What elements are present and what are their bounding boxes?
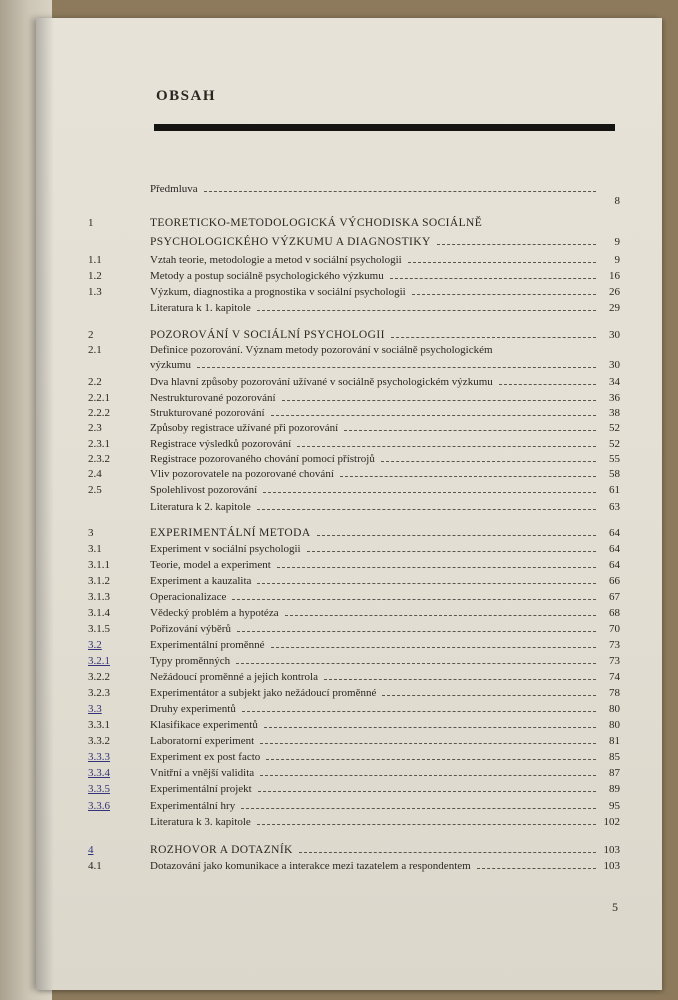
toc-entry-title: Nestrukturované pozorování (150, 392, 276, 404)
toc-entry-title: Metody a postup sociálně psychologického výzkumu (150, 270, 384, 282)
toc-entry-number: 2.3.1 (88, 438, 110, 450)
toc-entry-title: PSYCHOLOGICKÉHO VÝZKUMU A DIAGNOSTIKY (150, 236, 431, 248)
toc-entry-title: Experiment ex post facto (150, 751, 261, 763)
toc-entry-page: 95 (609, 800, 620, 812)
toc-entry-number: 3.1.1 (88, 559, 110, 571)
toc-entry (0, 358, 678, 373)
dot-leader (257, 824, 596, 825)
dot-leader (307, 551, 596, 552)
dot-leader (390, 278, 596, 279)
toc-entry (0, 670, 678, 685)
toc-entry (0, 301, 678, 316)
toc-entry-number: 3.2.1 (88, 655, 110, 667)
toc-entry-number: 2.2 (88, 376, 102, 388)
dot-leader (257, 583, 596, 584)
toc-entry (0, 718, 678, 733)
toc-entry-title: Experimentální projekt (150, 783, 252, 795)
toc-entry-title: Experimentální hry (150, 800, 236, 812)
dot-leader (297, 446, 596, 447)
dot-leader (260, 743, 596, 744)
page-heading: OBSAH (156, 88, 217, 104)
dot-leader (257, 509, 596, 510)
toc-entry-number: 2.4 (88, 468, 102, 480)
toc-entry-title: Experimentátor a subjekt jako nežádoucí proměnné (150, 687, 377, 699)
toc-entry (0, 799, 678, 814)
toc-entry-title: Klasifikace experimentů (150, 719, 258, 731)
toc-entry-title: Dva hlavní způsoby pozorování užívané v sociálně psychologickém výzkumu (150, 376, 493, 388)
toc-entry-title: Výzkum, diagnostika a prognostika v sociální psychologii (150, 286, 406, 298)
toc-entry (0, 526, 678, 541)
toc-entry-page: 34 (609, 376, 620, 388)
toc-entry-title: Způsoby registrace užívané při pozorování (150, 422, 339, 434)
toc-entry-title: Experiment v sociální psychologii (150, 543, 301, 555)
toc-entry (0, 859, 678, 874)
toc-entry-page: 103 (603, 860, 620, 872)
toc-entry-number: 2.1 (88, 344, 102, 356)
toc-entry (0, 815, 678, 830)
toc-entry-title: Strukturované pozorování (150, 407, 265, 419)
toc-entry (0, 654, 678, 669)
dot-leader (340, 476, 596, 477)
dot-leader (271, 647, 596, 648)
toc-entry-title: Vědecký problém a hypotéza (150, 607, 279, 619)
toc-entry-title: POZOROVÁNÍ V SOCIÁLNÍ PSYCHOLOGII (150, 329, 385, 341)
toc-entry-number: 3.3.6 (88, 800, 110, 812)
toc-entry-title: Typy proměnných (150, 655, 231, 667)
toc-entry-page: 55 (609, 453, 620, 465)
toc-entry-title: Experimentální proměnné (150, 639, 265, 651)
toc-entry-page: 81 (609, 735, 620, 747)
toc-entry (0, 686, 678, 701)
toc-entry-title: Předmluva (150, 183, 198, 195)
toc-entry-number: 1.3 (88, 286, 102, 298)
toc-entry (0, 622, 678, 637)
dot-leader (264, 727, 596, 728)
toc-entry-title: Laboratorní experiment (150, 735, 255, 747)
toc-entry-page: 30 (609, 359, 620, 371)
toc-entry-title: Literatura k 2. kapitole (150, 501, 251, 513)
dot-leader (257, 310, 596, 311)
dot-leader (499, 384, 596, 385)
toc-entry-page: 9 (614, 236, 620, 248)
toc-entry (0, 606, 678, 621)
toc-entry-title: Operacionalizace (150, 591, 227, 603)
toc-entry-number: 4 (88, 844, 94, 856)
toc-entry-title: výzkumu (150, 359, 191, 371)
toc-entry-number: 3.3.4 (88, 767, 110, 779)
toc-entry-number: 1.2 (88, 270, 102, 282)
toc-entry (0, 328, 678, 343)
dot-leader (258, 791, 596, 792)
dot-leader (382, 695, 596, 696)
toc-entry-page: 70 (609, 623, 620, 635)
toc-entry-number: 1.1 (88, 254, 102, 266)
page-number: 5 (612, 900, 618, 914)
dot-leader (241, 808, 596, 809)
toc-entry (0, 235, 678, 250)
toc-entry-page: 103 (603, 844, 620, 856)
toc-entry-number: 3 (88, 527, 94, 539)
toc-entry-number: 1 (88, 217, 94, 229)
dot-leader (277, 567, 596, 568)
dot-leader (204, 191, 596, 192)
toc-entry-title: Registrace výsledků pozorování (150, 438, 292, 450)
toc-entry-page: 16 (609, 270, 620, 282)
dot-leader (237, 631, 596, 632)
toc-entry-page: 64 (609, 559, 620, 571)
toc-entry-title: Pořizování výběrů (150, 623, 231, 635)
dot-leader (271, 415, 596, 416)
toc-entry-number: 2.2.2 (88, 407, 110, 419)
toc-entry-title: Literatura k 3. kapitole (150, 816, 251, 828)
toc-entry-number: 2 (88, 329, 94, 341)
toc-entry (0, 638, 678, 653)
toc-entry-title: Teorie, model a experiment (150, 559, 271, 571)
toc-entry (0, 574, 678, 589)
toc-entry-page: 61 (609, 484, 620, 496)
toc-entry-number: 3.1.4 (88, 607, 110, 619)
toc-entry-number: 3.3.2 (88, 735, 110, 747)
toc-entry-title: Druhy experimentů (150, 703, 236, 715)
toc-entry-title: ROZHOVOR A DOTAZNÍK (150, 844, 293, 856)
toc-entry-page: 8 (614, 195, 620, 207)
toc-entry-page: 74 (609, 671, 620, 683)
toc-entry (0, 782, 678, 797)
toc-entry (0, 750, 678, 765)
dot-leader (317, 535, 596, 536)
dot-leader (236, 663, 596, 664)
toc-entry-page: 80 (609, 703, 620, 715)
toc-entry-page: 85 (609, 751, 620, 763)
toc-entry-number: 2.3.2 (88, 453, 110, 465)
toc-entry-page: 58 (609, 468, 620, 480)
toc-entry (0, 558, 678, 573)
toc-entry-page: 68 (609, 607, 620, 619)
toc-entry (0, 702, 678, 717)
toc-entry (0, 182, 678, 207)
toc-entry-number: 3.1.3 (88, 591, 110, 603)
toc-entry-title: TEORETICKO-METODOLOGICKÁ VÝCHODISKA SOCIÁLNĚ (150, 217, 483, 229)
toc-entry-page: 102 (603, 816, 620, 828)
toc-entry (0, 253, 678, 268)
toc-entry (0, 216, 678, 231)
toc-entry-page: 63 (609, 501, 620, 513)
toc-entry (0, 843, 678, 858)
toc-entry-number: 3.1 (88, 543, 102, 555)
toc-entry-number: 3.3.5 (88, 783, 110, 795)
toc-entry-title: Vliv pozorovatele na pozorované chování (150, 468, 334, 480)
dot-leader (437, 244, 596, 245)
toc-entry (0, 285, 678, 300)
toc-entry-title: Literatura k 1. kapitole (150, 302, 251, 314)
dot-leader (412, 294, 596, 295)
toc-entry-number: 3.2.2 (88, 671, 110, 683)
toc-entry-title: Spolehlivost pozorování (150, 484, 258, 496)
toc-entry-page: 9 (614, 254, 620, 266)
toc-entry-page: 66 (609, 575, 620, 587)
toc-entry-page: 36 (609, 392, 620, 404)
toc-entry-page: 52 (609, 438, 620, 450)
toc-entry-page: 64 (609, 527, 620, 539)
toc-entry-page: 73 (609, 655, 620, 667)
dot-leader (232, 599, 596, 600)
toc-entry-page: 29 (609, 302, 620, 314)
toc-entry (0, 542, 678, 557)
toc-entry-title: Vnitřní a vnější validita (150, 767, 255, 779)
toc-entry-number: 3.2 (88, 639, 102, 651)
dot-leader (263, 492, 596, 493)
dot-leader (477, 868, 596, 869)
toc-entry (0, 590, 678, 605)
toc-entry (0, 421, 678, 436)
toc-entry-page: 73 (609, 639, 620, 651)
toc-entry-page: 64 (609, 543, 620, 555)
dot-leader (266, 759, 596, 760)
toc-entry-number: 3.1.5 (88, 623, 110, 635)
toc-entry (0, 391, 678, 406)
toc-entry (0, 269, 678, 284)
dot-leader (344, 430, 596, 431)
toc-entry-page: 80 (609, 719, 620, 731)
toc-entry-page: 87 (609, 767, 620, 779)
toc-entry-page: 78 (609, 687, 620, 699)
dot-leader (197, 367, 596, 368)
toc-entry-page: 26 (609, 286, 620, 298)
dot-leader (299, 852, 596, 853)
toc-entry-number: 2.5 (88, 484, 102, 496)
dot-leader (282, 400, 596, 401)
toc-entry (0, 406, 678, 421)
toc-entry (0, 483, 678, 498)
toc-entry-title: Dotazování jako komunikace a interakce mezi tazatelem a respondentem (150, 860, 471, 872)
toc-entry (0, 437, 678, 452)
toc-entry (0, 375, 678, 390)
toc-entry-page: 89 (609, 783, 620, 795)
toc-entry (0, 452, 678, 467)
toc-entry-number: 2.2.1 (88, 392, 110, 404)
dot-leader (260, 775, 596, 776)
dot-leader (285, 615, 596, 616)
toc-entry-page: 30 (609, 329, 620, 341)
toc-entry-number: 3.3.3 (88, 751, 110, 763)
toc-entry-number: 2.3 (88, 422, 102, 434)
toc-entry-page: 38 (609, 407, 620, 419)
toc-entry (0, 500, 678, 515)
toc-entry-title: Registrace pozorovaného chování pomocí přístrojů (150, 453, 375, 465)
toc-entry (0, 734, 678, 749)
toc-entry (0, 343, 678, 358)
toc-entry-number: 3.1.2 (88, 575, 110, 587)
toc-entry-title: Definice pozorování. Význam metody pozorování v sociálně psychologickém (150, 344, 493, 356)
toc-entry-title: Experiment a kauzalita (150, 575, 252, 587)
toc-entry-number: 3.3.1 (88, 719, 110, 731)
toc-entry-title: EXPERIMENTÁLNÍ METODA (150, 527, 311, 539)
toc-entry (0, 467, 678, 482)
toc-entry-number: 3.2.3 (88, 687, 110, 699)
toc-entry-title: Nežádoucí proměnné a jejich kontrola (150, 671, 318, 683)
toc-entry-number: 4.1 (88, 860, 102, 872)
toc-entry-page: 52 (609, 422, 620, 434)
toc-entry-number: 3.3 (88, 703, 102, 715)
dot-leader (324, 679, 596, 680)
dot-leader (408, 262, 596, 263)
toc-entry-page: 67 (609, 591, 620, 603)
dot-leader (381, 461, 596, 462)
dot-leader (242, 711, 596, 712)
toc-entry (0, 766, 678, 781)
toc-entry-title: Vztah teorie, metodologie a metod v sociální psychologii (150, 254, 402, 266)
dot-leader (391, 337, 596, 338)
